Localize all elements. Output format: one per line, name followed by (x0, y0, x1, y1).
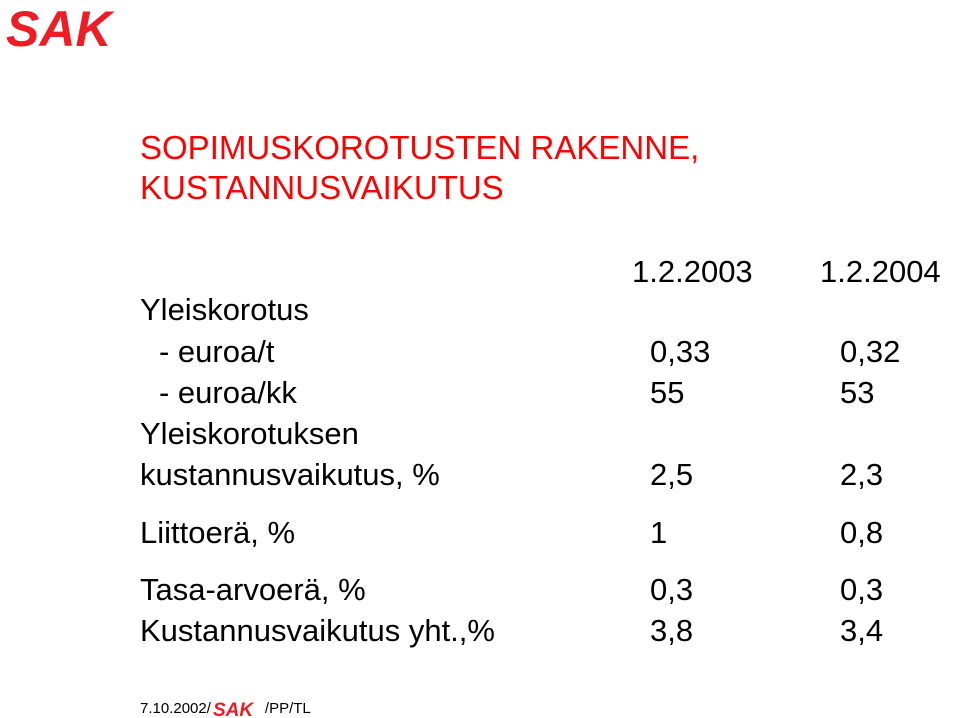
footer-logo-text: SAK (212, 700, 254, 718)
row-label-euroa-kk: - euroa/kk (159, 375, 297, 410)
value-kustannusvaikutus-2003: 2,5 (650, 457, 694, 492)
row-label-kustannusvaikutus: kustannusvaikutus, % (140, 457, 440, 492)
footer-suffix: /PP/TL (264, 700, 311, 717)
title-line-1: SOPIMUSKOROTUSTEN RAKENNE, (140, 129, 700, 166)
value-tasa-arvoera-2003: 0,3 (650, 572, 694, 607)
column-header-2003: 1.2.2003 (632, 254, 753, 289)
value-tasa-arvoera-2004: 0,3 (840, 572, 884, 607)
value-euroa-kk-2004: 53 (840, 375, 875, 410)
column-header-2004: 1.2.2004 (820, 254, 941, 289)
value-kustannusvaikutus-yht-2004: 3,4 (840, 613, 884, 648)
value-euroa-kk-2003: 55 (650, 375, 685, 410)
row-label-yleiskorotuksen: Yleiskorotuksen (140, 416, 359, 451)
title-line-2: KUSTANNUSVAIKUTUS (140, 169, 504, 206)
value-euroa-t-2003: 0,33 (650, 334, 711, 369)
value-liittoera-2004: 0,8 (840, 515, 884, 550)
value-kustannusvaikutus-2004: 2,3 (840, 457, 884, 492)
value-liittoera-2003: 1 (650, 515, 668, 550)
row-label-liittoera: Liittoerä, % (140, 515, 296, 550)
row-label-yleiskorotus: Yleiskorotus (140, 292, 309, 327)
row-label-tasa-arvoera: Tasa-arvoerä, % (140, 572, 366, 607)
row-label-kustannusvaikutus-yht: Kustannusvaikutus yht.,% (140, 613, 495, 648)
value-kustannusvaikutus-yht-2003: 3,8 (650, 613, 694, 648)
footer-date: 7.10.2002/ (140, 700, 211, 717)
row-label-euroa-t: - euroa/t (159, 334, 275, 369)
footer-sak-logo (212, 700, 264, 718)
sak-logo (4, 2, 120, 52)
footer (140, 700, 311, 718)
sak-logo-text: SAK (6, 2, 112, 52)
value-euroa-t-2004: 0,32 (840, 334, 901, 369)
page-title (140, 128, 699, 208)
